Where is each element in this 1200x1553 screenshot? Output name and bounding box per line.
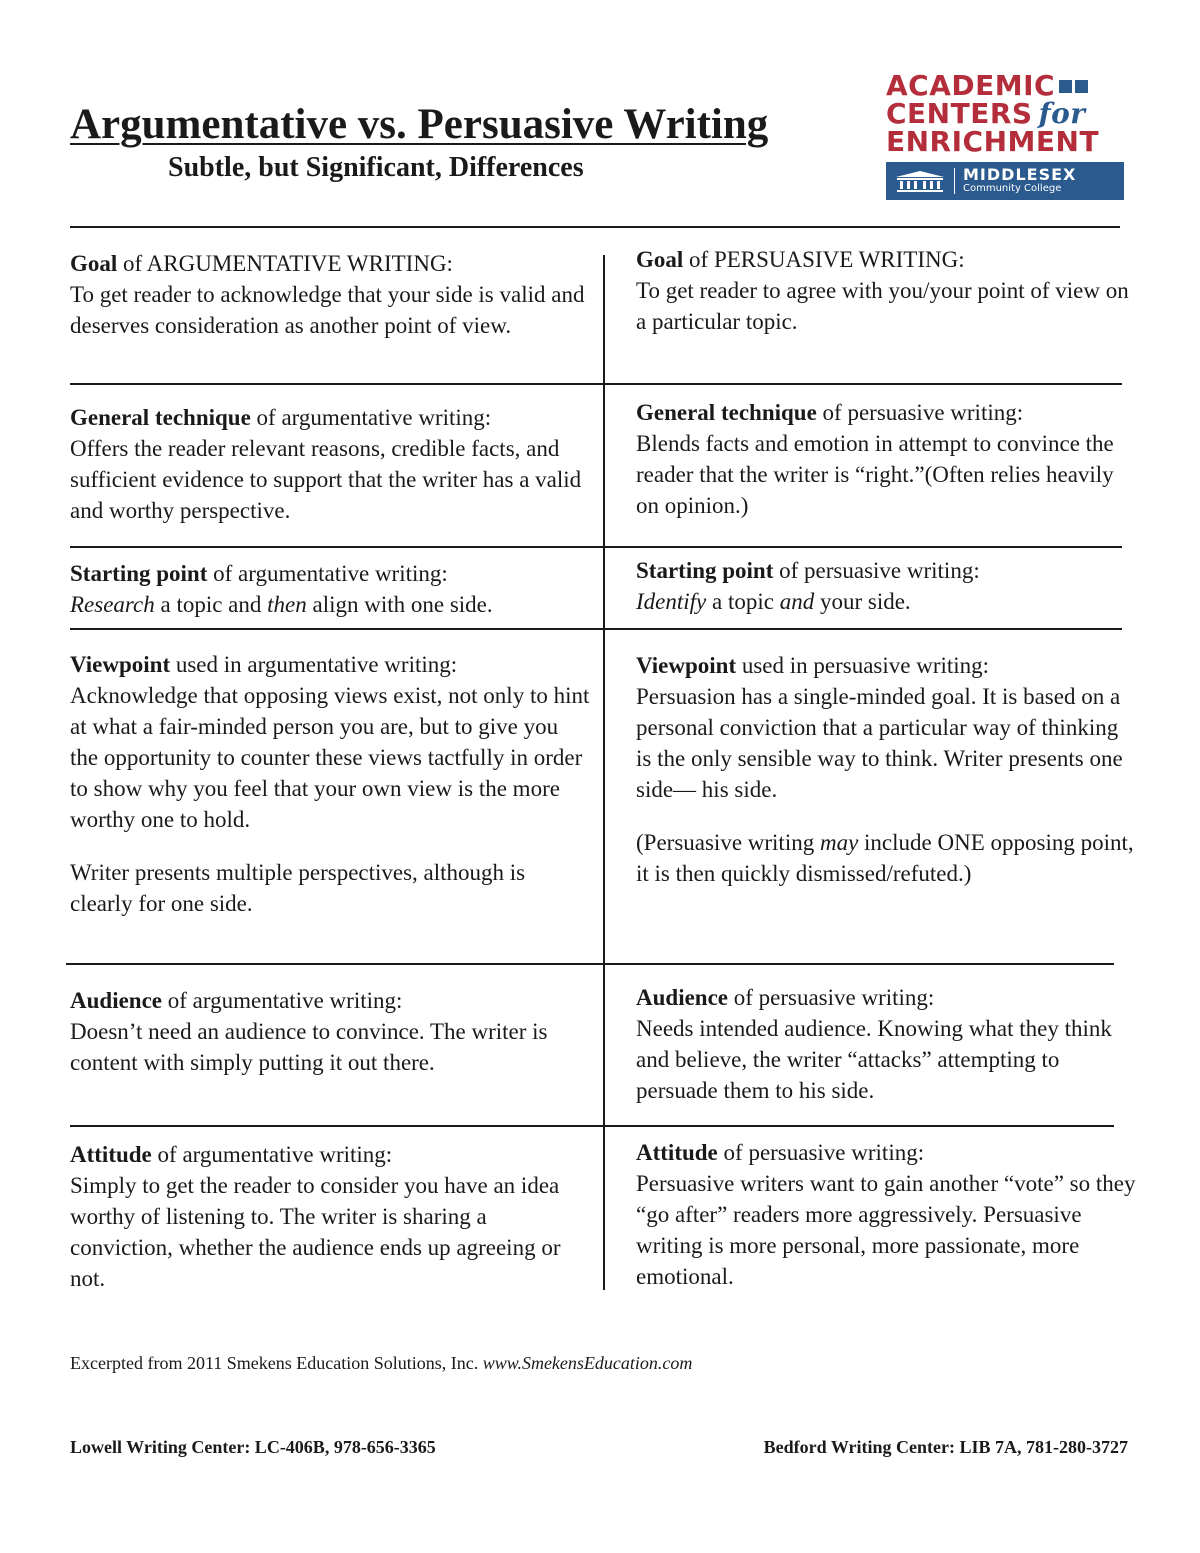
cell-persuasive-audience bbox=[636, 982, 1136, 1106]
row-divider-2 bbox=[70, 546, 1122, 548]
citation-url: www.SmekensEducation.com bbox=[482, 1353, 693, 1373]
row-divider-5 bbox=[70, 1125, 1114, 1127]
logo-divider bbox=[954, 168, 955, 194]
logo-word-enrichment: ENRICHMENT bbox=[886, 125, 1100, 158]
heading-keyword: Viewpoint bbox=[70, 652, 171, 677]
academic-centers-logo bbox=[886, 69, 1124, 200]
body-text: your side. bbox=[814, 589, 911, 614]
heading-rest: of argumentative writing: bbox=[151, 1142, 393, 1167]
heading-rest: of argumentative writing: bbox=[162, 988, 403, 1013]
italic-word: and bbox=[779, 589, 815, 614]
cell-argumentative-attitude bbox=[70, 1139, 590, 1294]
cell-body: To get reader to agree with you/your point of view on a particular topic. bbox=[636, 278, 1129, 334]
heading-rest: of argumentative writing: bbox=[207, 561, 448, 586]
heading-keyword: Viewpoint bbox=[636, 653, 737, 678]
cell-persuasive-viewpoint bbox=[636, 650, 1136, 889]
logo-word-academic: ACADEMIC bbox=[886, 69, 1056, 102]
cell-persuasive-attitude bbox=[636, 1137, 1136, 1292]
cell-heading bbox=[70, 985, 590, 1016]
heading-rest: of persuasive writing: bbox=[816, 400, 1024, 425]
logo-word-for: for bbox=[1038, 97, 1086, 130]
cell-body: Blends facts and emotion in attempt to convince the reader that the writer is “right.”(Often relies heavily on opinion.) bbox=[636, 431, 1114, 518]
row-divider-4 bbox=[66, 963, 1114, 965]
logo-college-band bbox=[886, 162, 1124, 200]
cell-heading bbox=[636, 982, 1136, 1013]
body-text: a topic bbox=[706, 589, 780, 614]
cell-body: Simply to get the reader to consider you have an idea worthy of listening to. The writer is sharing a conviction, whether the audience ends up agreeing or not. bbox=[70, 1173, 561, 1291]
cell-argumentative-audience bbox=[70, 985, 590, 1078]
heading-rest: of persuasive writing: bbox=[728, 985, 935, 1010]
logo-line-2 bbox=[886, 97, 1124, 130]
heading-rest: of ARGUMENTATIVE WRITING: bbox=[117, 251, 453, 276]
heading-rest: used in argumentative writing: bbox=[170, 652, 458, 677]
body-text: align with one side. bbox=[306, 592, 493, 617]
heading-keyword: Audience bbox=[70, 988, 162, 1013]
heading-rest: of PERSUASIVE WRITING: bbox=[683, 247, 965, 272]
cell-heading bbox=[70, 248, 590, 279]
cell-body bbox=[636, 586, 1136, 617]
heading-keyword: Attitude bbox=[636, 1140, 718, 1165]
logo-line-1 bbox=[886, 69, 1124, 102]
cell-note bbox=[636, 827, 1136, 889]
logo-word-centers: CENTERS bbox=[886, 97, 1033, 130]
heading-rest: used in persuasive writing: bbox=[736, 653, 990, 678]
cell-argumentative-starting-point bbox=[70, 558, 590, 620]
cell-body: Acknowledge that opposing views exist, not only to hint at what a fair-minded person you are, but to give you the opportunity to counter these views tactfully in order to show why you feel that your own view is the more worthy one to hold. bbox=[70, 683, 590, 832]
italic-word: Research bbox=[70, 592, 155, 617]
logo-college-text bbox=[963, 167, 1076, 195]
body-text: a topic and bbox=[154, 592, 268, 617]
logo-college-sub: Community College bbox=[963, 183, 1062, 194]
cell-body: Doesn’t need an audience to convince. The writer is content with simply putting it out there. bbox=[70, 1019, 548, 1075]
citation-text: Excerpted from 2011 Smekens Education Solutions, Inc. bbox=[70, 1353, 483, 1373]
cell-body: Offers the reader relevant reasons, credible facts, and sufficient evidence to support that the writer has a valid and worthy perspective. bbox=[70, 436, 582, 523]
row-divider-1 bbox=[70, 383, 1122, 385]
cell-body: Needs intended audience. Knowing what they think and believe, the writer “attacks” attempting to persuade them to his side. bbox=[636, 1016, 1112, 1103]
cell-heading bbox=[70, 402, 590, 433]
cell-persuasive-goal bbox=[636, 244, 1136, 337]
heading-keyword: General technique bbox=[636, 400, 817, 425]
heading-keyword: Attitude bbox=[70, 1142, 152, 1167]
page-subtitle: Subtle, but Significant, Differences bbox=[168, 152, 584, 183]
cell-heading bbox=[70, 558, 590, 589]
heading-rest: of argumentative writing: bbox=[250, 405, 492, 430]
footer-bedford: Bedford Writing Center: LIB 7A, 781-280-3727 bbox=[763, 1437, 1128, 1457]
logo-college-name: MIDDLESEX bbox=[963, 165, 1077, 184]
cell-body bbox=[70, 589, 590, 620]
cell-body: Persuasion has a single-minded goal. It is based on a personal conviction that a particular way of thinking is the only sensible way to think. Writer presents one side— his side. bbox=[636, 684, 1123, 802]
footer-lowell: Lowell Writing Center: LC-406B, 978-656-3365 bbox=[70, 1437, 436, 1457]
cell-persuasive-technique bbox=[636, 397, 1136, 521]
logo-line-3 bbox=[886, 125, 1124, 158]
heading-keyword: Starting point bbox=[70, 561, 208, 586]
cell-body: To get reader to acknowledge that your side is valid and deserves consideration as another point of view. bbox=[70, 282, 585, 338]
note-text: (Persuasive writing bbox=[636, 830, 820, 855]
page-title: Argumentative vs. Persuasive Writing bbox=[70, 101, 769, 148]
cell-argumentative-technique bbox=[70, 402, 590, 526]
italic-word: Identify bbox=[636, 589, 707, 614]
cell-note: Writer presents multiple perspectives, although is clearly for one side. bbox=[70, 860, 526, 916]
heading-keyword: Audience bbox=[636, 985, 728, 1010]
heading-rest: of persuasive writing: bbox=[717, 1140, 925, 1165]
cell-heading bbox=[636, 555, 1136, 586]
heading-rest: of persuasive writing: bbox=[773, 558, 980, 583]
top-rule bbox=[70, 226, 1120, 228]
heading-keyword: General technique bbox=[70, 405, 251, 430]
heading-keyword: Goal bbox=[636, 247, 684, 272]
cell-body: Persuasive writers want to gain another “vote” so they “go after” readers more aggressively. Persuasive writing is more personal, more passionate, more emotional. bbox=[636, 1171, 1136, 1289]
cell-heading bbox=[636, 1137, 1136, 1168]
column-divider bbox=[603, 255, 605, 1290]
cell-heading bbox=[70, 1139, 590, 1170]
row-divider-3 bbox=[70, 628, 1122, 630]
cell-argumentative-goal bbox=[70, 248, 590, 341]
heading-keyword: Starting point bbox=[636, 558, 774, 583]
cell-persuasive-starting-point bbox=[636, 555, 1136, 617]
cell-argumentative-viewpoint bbox=[70, 649, 590, 919]
cell-heading bbox=[636, 650, 1136, 681]
note-text: include ONE opposing point, it is then quickly dismissed/refuted.) bbox=[636, 830, 1134, 886]
source-citation bbox=[70, 1353, 692, 1374]
cell-heading bbox=[70, 649, 590, 680]
building-columns-icon bbox=[894, 170, 946, 192]
italic-word: may bbox=[819, 830, 859, 855]
cell-heading bbox=[636, 397, 1136, 428]
italic-word: then bbox=[267, 592, 307, 617]
cell-heading bbox=[636, 244, 1136, 275]
logo-squares-icon bbox=[1059, 80, 1088, 93]
heading-keyword: Goal bbox=[70, 251, 118, 276]
